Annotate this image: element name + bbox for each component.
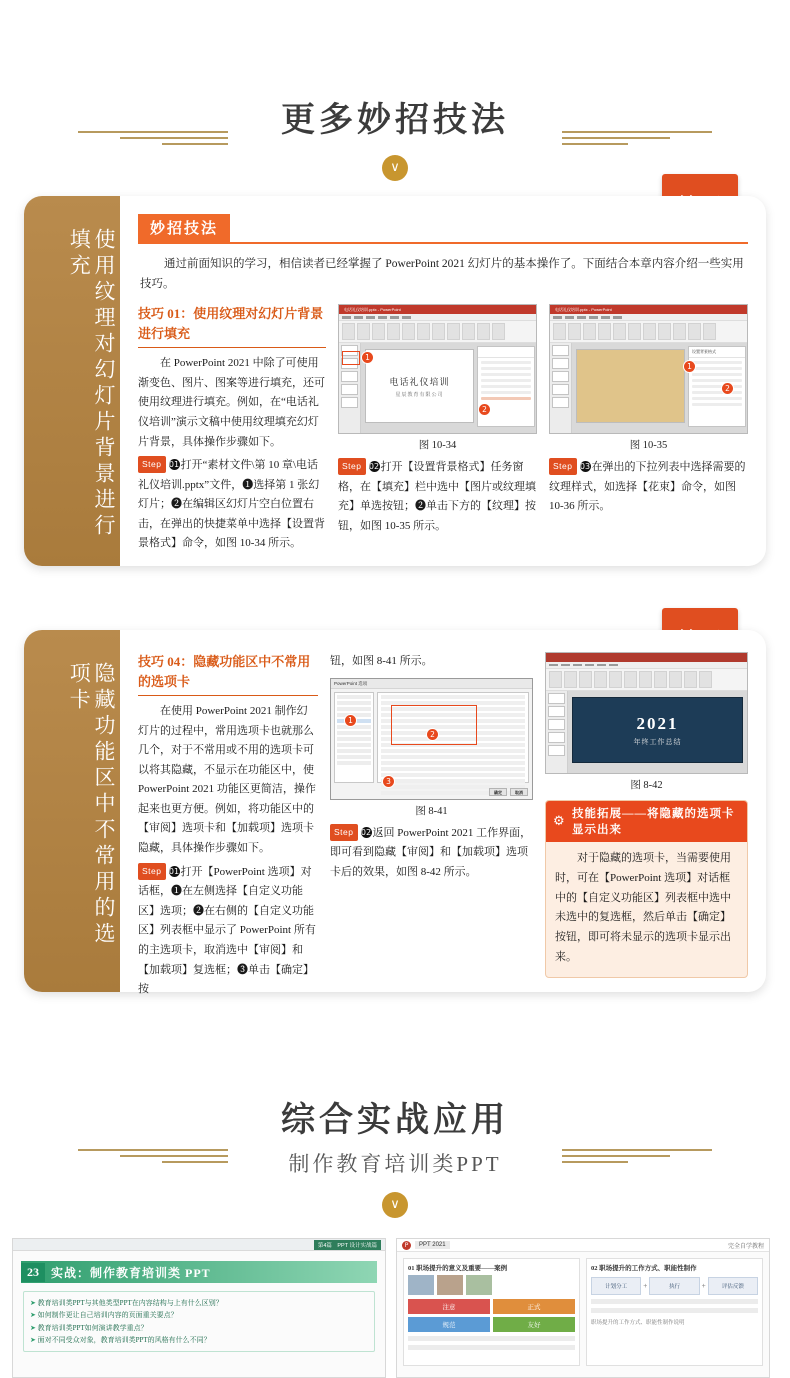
book-page-tag: 第4篇 PPT 设计实战篇 <box>314 1240 381 1250</box>
book-chapter-number-text: 23 <box>27 1264 39 1279</box>
shot-slide-title: 年终工作总结 <box>633 737 682 746</box>
chevron-down-icon: ∨ <box>382 1192 408 1218</box>
tip-card-2-col1-p1: 在使用 PowerPoint 2021 制作幻灯片的过程中，常用选项卡也就那么几个，对于不常用或不用的选项卡可以将其隐藏，不显示在功能区中，使 PowerPoint 2021 功能区更简洁，操作起来也更方便。例如，将功能区中的【审阅】选项卡和【加载项】选项卡隐藏，具体操作步骤如下。 <box>138 705 316 855</box>
shot-ribbon <box>550 321 747 343</box>
header-rules-left <box>78 127 228 147</box>
ppt-app-header <box>397 1239 769 1252</box>
skill-expansion-box <box>545 800 748 978</box>
dialog-ok-button[interactable]: 确定 <box>489 788 507 796</box>
book-chapter-number <box>21 1263 45 1282</box>
tip-card-2-col-2 <box>330 652 533 1004</box>
figure-10-35-screenshot <box>549 304 748 434</box>
shot-ribbon <box>546 669 747 691</box>
figure-caption-8-41: 图 8-41 <box>415 805 448 817</box>
tip-card-1-subhead: 技巧 01：使用纹理对幻灯片背景进行填充 <box>138 304 326 348</box>
practice-section-title: 综合实战应用 <box>281 1102 509 1139</box>
figure-10-34-screenshot <box>338 304 537 434</box>
pane-title: 设置背景格式 <box>689 347 745 358</box>
flow-node: 计划分工 <box>591 1277 641 1295</box>
shot-texture-slide <box>576 349 685 423</box>
book-preview-strip <box>12 1238 778 1378</box>
plus-icon: + <box>701 1282 706 1290</box>
tip-card-2-col1-p2 <box>138 863 318 1000</box>
shot-thumbnails <box>550 343 572 433</box>
step-number: 03 <box>579 462 591 472</box>
callout-3: 3 <box>383 776 394 787</box>
book-bullet-list <box>23 1291 375 1352</box>
step-tag: Step <box>330 824 358 841</box>
ppt-app-subtitle: 完全自学教程 <box>727 1243 764 1250</box>
shot-stage <box>546 691 747 773</box>
figure-caption-10-34: 图 10-34 <box>418 440 457 452</box>
tip-card-2-body <box>120 630 766 996</box>
slide-preview-2-note: 职场提升的工作方式、职能性制作说明 <box>591 1320 685 1326</box>
tip-card-2-sidebar <box>24 630 120 992</box>
tip-card-2-side-text: 隐藏功能区中不常用的选项卡 <box>67 662 116 948</box>
tip-card-2-col1-p2-text: 打开【PowerPoint 选项】对话框，❶在左侧选择【自定义功能区】选项；❷在右侧的【自定义功能区】列表框中显示了 PowerPoint 所有的主选项卡，取消选中【审阅】和【加载项】复选框；❸单击【确定】按 <box>138 865 316 996</box>
tip-card-1-col3-text: 在弹出的下拉列表中选择需要的纹理样式，如选择【花束】命令，如图 10-36 所示。 <box>549 461 746 513</box>
shot-menubar <box>546 662 747 669</box>
slide-preview-2 <box>586 1258 763 1366</box>
tag-item: 注意 <box>408 1299 490 1314</box>
dialog-buttons[interactable] <box>489 788 528 796</box>
book-chapter-title: 实战：制作教育培训类 PPT <box>51 1265 211 1280</box>
header-rules-right <box>562 127 712 147</box>
skill-expansion-header <box>546 801 747 842</box>
tip-card-1-col1-p2 <box>138 456 326 554</box>
tag-item: 友好 <box>493 1317 575 1332</box>
step-tag: Step <box>138 456 166 473</box>
tag-item: 正式 <box>493 1299 575 1314</box>
tip-card-2-col-1 <box>138 652 318 1004</box>
tips-section-title: 更多妙招技法 <box>281 102 509 139</box>
flow-node: 评估反馈 <box>708 1277 758 1295</box>
callout-1: 1 <box>684 361 695 372</box>
list-item: ➤ 教育培训类PPT与其他类型PPT在内容结构与上有什么区别？ <box>30 1297 368 1309</box>
tag-item: 规范 <box>408 1317 490 1332</box>
tip-card-1-side-text: 使用纹理对幻灯片背景进行填充 <box>67 228 116 540</box>
tip-card-1-columns <box>138 304 748 558</box>
shot-slide-subtitle: 星辰教育有限公司 <box>395 392 444 398</box>
callout-1: 1 <box>345 715 356 726</box>
shot-title-text <box>551 655 555 661</box>
context-menu-head <box>478 347 534 358</box>
skill-expansion-title: 技能拓展——将隐藏的选项卡显示出来 <box>572 808 735 836</box>
dialog-cancel-button[interactable]: 取消 <box>510 788 528 796</box>
callout-2: 2 <box>722 383 733 394</box>
tip-card-1-col-3 <box>549 304 748 558</box>
tip-card-2-col-3 <box>545 652 748 1004</box>
book-page-header <box>13 1239 385 1251</box>
ppt-app-name: PPT 2021 <box>415 1241 450 1249</box>
tip-card-2-subhead: 技巧 04：隐藏功能区中不常用的选项卡 <box>138 652 318 696</box>
placeholder-bar <box>408 1345 575 1350</box>
list-item: ➤ 教育培训类PPT如何演讲教学重点？ <box>30 1322 368 1334</box>
shot-menubar <box>550 314 747 321</box>
step-tag: Step <box>338 458 366 475</box>
tips-section-header <box>0 92 790 181</box>
tip-card-1-body <box>120 196 766 566</box>
shot-slide <box>572 697 743 763</box>
gear-icon: ⚙ <box>553 813 566 829</box>
tip-card-1-col1-p1: 在 PowerPoint 2021 中除了可使用渐变色、图片、图案等进行填充，还可使用纹理进行填充。例如，在“电话礼仪培训”演示文稿中使用纹理填充幻灯片背景，具体操作步骤如下。 <box>138 357 325 448</box>
chevron-down-icon: ∨ <box>382 155 408 181</box>
tip-card-1-col2-p <box>338 458 537 536</box>
callout-2: 2 <box>427 729 438 740</box>
book-page-left <box>12 1238 386 1378</box>
sheet-title: 妙招技法 <box>138 214 230 242</box>
sheet-rule <box>138 242 748 244</box>
tip-card-1 <box>24 196 766 566</box>
photo-strip <box>408 1275 575 1295</box>
skill-expansion-body: 对于隐藏的选项卡，当需要使用时，可在【PowerPoint 选项】对话框中的【自定义功能区】列表框中选中未选中的复选框，然后单击【确定】按钮，即可将未显示的选项卡显示出来。 <box>555 852 731 963</box>
slide-preview-2-title: 02 职场提升的工作方式、职能性制作 <box>591 1265 697 1272</box>
slide-preview-1-title: 01 职场提升的意义及重要——案例 <box>408 1265 508 1272</box>
figure-8-42-screenshot <box>545 652 748 774</box>
slide-preview-1 <box>403 1258 580 1366</box>
flow-node: 执行 <box>649 1277 699 1295</box>
tip-card-2-col2-p2 <box>330 824 533 883</box>
tip-card-1-lede: 通过前面知识的学习，相信读者已经掌握了 PowerPoint 2021 幻灯片的基本操作了。下面结合本章内容介绍一些实用技巧。 <box>140 258 744 291</box>
practice-section-header <box>0 1092 790 1218</box>
shot-slide-title: 电话礼仪培训 <box>389 376 450 387</box>
tip-card-2-col2-p1: 钮，如图 8-41 所示。 <box>330 655 433 667</box>
shot-thumbnails <box>546 691 568 773</box>
tip-card-1-col3-p <box>549 458 748 517</box>
highlight-box-1 <box>342 351 360 365</box>
slide-preview-row <box>397 1252 769 1372</box>
powerpoint-icon: P <box>402 1241 411 1250</box>
tip-card-2-columns <box>138 652 748 1004</box>
dialog-left-list <box>334 692 374 783</box>
flow-diagram <box>591 1277 758 1295</box>
shot-title-text: 电话礼仪培训.pptx - PowerPoint <box>344 306 401 312</box>
shot-context-menu <box>477 346 535 427</box>
shot-menubar <box>339 314 536 321</box>
format-background-pane <box>688 346 746 427</box>
practice-section-subtitle: 制作教育培训类PPT <box>288 1152 502 1176</box>
plus-icon: + <box>643 1282 648 1290</box>
step-number: 02 <box>368 462 380 472</box>
tip-card-1-sidebar <box>24 196 120 566</box>
tip-card-2-col2-p2-text: 返回 PowerPoint 2021 工作界面，即可看到隐藏【审阅】和【加载项】选项卡后的效果，如图 8-42 所示。 <box>330 826 532 878</box>
book-page-right <box>396 1238 770 1378</box>
shot-titlebar <box>546 653 747 662</box>
tip-card-1-col1-p2-text: 打开“素材文件\第 10 章\电话礼仪培训.pptx”文件，❶选择第 1 张幻灯片；❷在编辑区幻灯片空白位置右击，在弹出的快捷菜单中选择【设置背景格式】命令，如图 10-34 所示。 <box>138 459 325 550</box>
sheet-title-wrap <box>138 214 748 244</box>
callout-1: 1 <box>362 352 373 363</box>
highlight-box-2 <box>391 705 477 745</box>
header-rules-right <box>562 1145 712 1165</box>
header-rules-left <box>78 1145 228 1165</box>
figure-caption-10-35: 图 10-35 <box>629 440 668 452</box>
dialog-title: PowerPoint 选项 <box>331 679 532 689</box>
step-tag: Step <box>138 863 166 880</box>
tip-card-1-col-1 <box>138 304 326 558</box>
list-item: ➤ 面对不同受众对象，教育培训类PPT的风格有什么不同？ <box>30 1334 368 1346</box>
tip-card-2 <box>24 630 766 996</box>
placeholder-bar <box>591 1308 758 1313</box>
tip-card-1-col2-text: 打开【设置背景格式】任务窗格，在【填充】栏中选中【图片或纹理填充】单选按钮；❷单击下方的【纹理】按钮，如图 10-35 所示。 <box>338 461 536 532</box>
shot-slide-year: 2021 <box>636 713 679 733</box>
tip-card-1-col-2 <box>338 304 537 558</box>
shot-stage <box>550 343 747 433</box>
callout-2: 2 <box>479 404 490 415</box>
shot-titlebar <box>339 305 536 314</box>
figure-caption-8-42: 图 8-42 <box>630 780 663 791</box>
book-chapter-title-bar <box>21 1261 377 1283</box>
shot-slide <box>365 349 474 423</box>
shot-title-text: 电话礼仪培训.pptx - PowerPoint <box>555 306 612 312</box>
placeholder-bar <box>591 1299 758 1304</box>
tag-grid <box>408 1299 575 1332</box>
step-number: 01 <box>168 460 180 470</box>
list-item: ➤ 如何制作更让自己培训内容的页面重关要点？ <box>30 1309 368 1321</box>
shot-ribbon <box>339 321 536 343</box>
step-number: 02 <box>360 827 372 837</box>
step-number: 01 <box>168 866 180 876</box>
placeholder-bar <box>408 1336 575 1341</box>
figure-8-41-dialog <box>330 678 533 800</box>
shot-titlebar <box>550 305 747 314</box>
step-tag: Step <box>549 458 577 475</box>
